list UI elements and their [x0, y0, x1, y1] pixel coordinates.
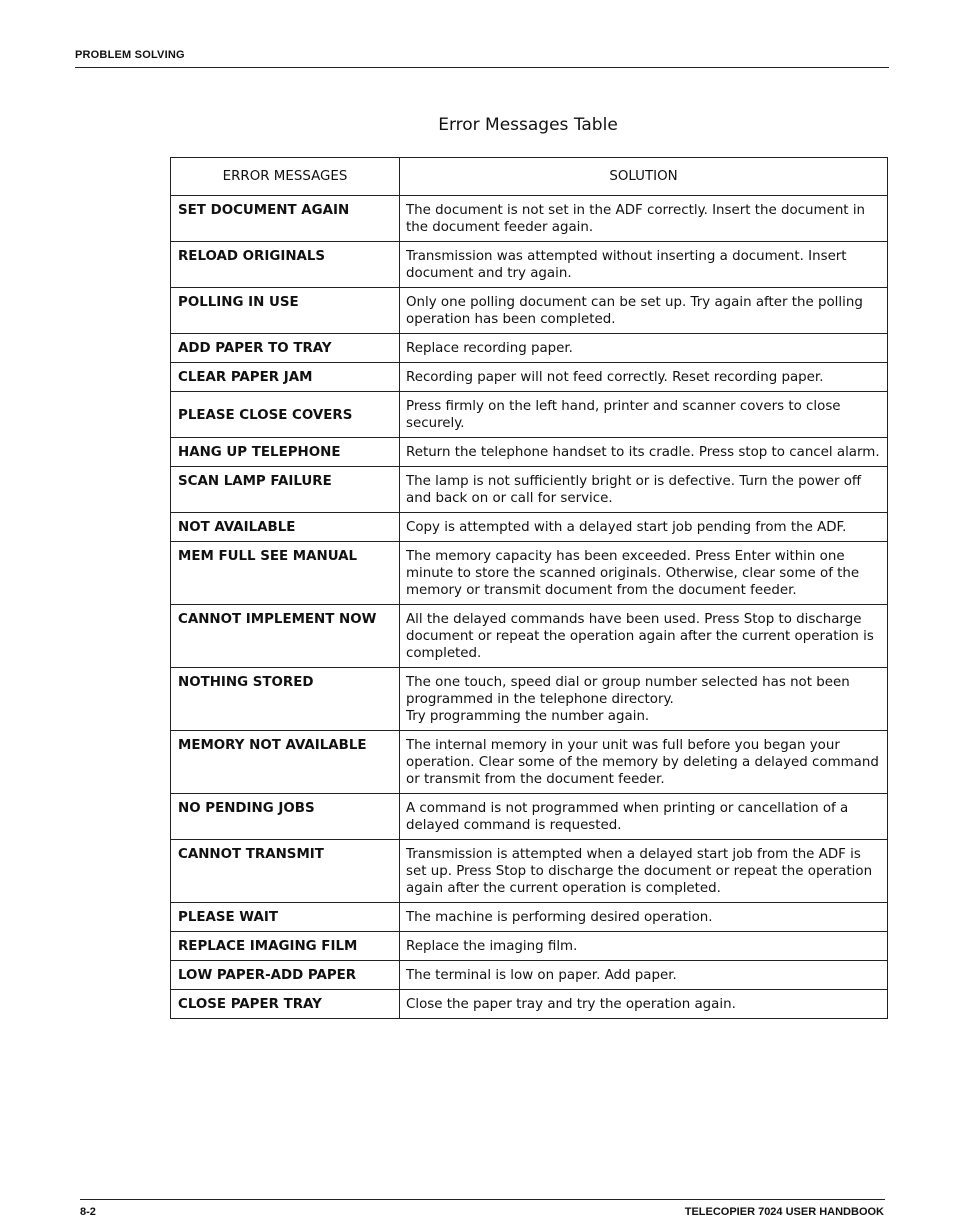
table-row	[171, 903, 888, 932]
column-header-solution: SOLUTION	[400, 158, 888, 196]
table-row	[171, 438, 888, 467]
header-divider	[75, 67, 889, 68]
section-header: PROBLEM SOLVING	[75, 49, 185, 61]
table-row	[171, 196, 888, 242]
table-row	[171, 363, 888, 392]
error-message-cell: SCAN LAMP FAILURE	[171, 467, 400, 513]
table-header-row	[171, 158, 888, 196]
solution-cell: Transmission is attempted when a delayed start job from the ADF is set up. Press Stop to discharge the document or repeat the operation again after the current operation is completed.	[400, 840, 888, 903]
solution-cell: Close the paper tray and try the operation again.	[400, 990, 888, 1019]
error-message-cell: RELOAD ORIGINALS	[171, 242, 400, 288]
table-row	[171, 840, 888, 903]
error-message-cell: MEM FULL SEE MANUAL	[171, 542, 400, 605]
solution-cell: All the delayed commands have been used. Press Stop to discharge document or repeat the operation again after the current operation is completed.	[400, 605, 888, 668]
table-row	[171, 392, 888, 438]
table-row	[171, 932, 888, 961]
error-message-cell: PLEASE WAIT	[171, 903, 400, 932]
solution-cell: The machine is performing desired operation.	[400, 903, 888, 932]
solution-cell: A command is not programmed when printing or cancellation of a delayed command is requested.	[400, 794, 888, 840]
solution-cell: The document is not set in the ADF correctly. Insert the document in the document feeder again.	[400, 196, 888, 242]
error-message-cell: ADD PAPER TO TRAY	[171, 334, 400, 363]
error-message-cell: PLEASE CLOSE COVERS	[171, 392, 400, 438]
page-number: 8-2	[80, 1206, 96, 1218]
solution-cell: Copy is attempted with a delayed start job pending from the ADF.	[400, 513, 888, 542]
error-message-cell: CLOSE PAPER TRAY	[171, 990, 400, 1019]
column-header-error-messages: ERROR MESSAGES	[171, 158, 400, 196]
error-message-cell: REPLACE IMAGING FILM	[171, 932, 400, 961]
solution-cell: The internal memory in your unit was full before you began your operation. Clear some of the memory by deleting a delayed command or transmit from the document feeder.	[400, 731, 888, 794]
solution-cell: The memory capacity has been exceeded. Press Enter within one minute to store the scanned originals. Otherwise, clear some of the memory or transmit document from the document feeder.	[400, 542, 888, 605]
solution-cell: Press firmly on the left hand, printer and scanner covers to close securely.	[400, 392, 888, 438]
table-row	[171, 794, 888, 840]
solution-cell: Recording paper will not feed correctly. Reset recording paper.	[400, 363, 888, 392]
error-message-cell: SET DOCUMENT AGAIN	[171, 196, 400, 242]
footer-divider	[80, 1199, 885, 1200]
error-message-cell: CLEAR PAPER JAM	[171, 363, 400, 392]
table-row	[171, 605, 888, 668]
solution-cell: Replace the imaging film.	[400, 932, 888, 961]
table-row	[171, 961, 888, 990]
solution-cell: The lamp is not sufficiently bright or is defective. Turn the power off and back on or call for service.	[400, 467, 888, 513]
solution-cell: Transmission was attempted without inserting a document. Insert document and try again.	[400, 242, 888, 288]
solution-cell: The terminal is low on paper. Add paper.	[400, 961, 888, 990]
table-title: Error Messages Table	[438, 115, 618, 135]
error-message-cell: LOW PAPER-ADD PAPER	[171, 961, 400, 990]
solution-cell: Only one polling document can be set up. Try again after the polling operation has been completed.	[400, 288, 888, 334]
error-message-cell: HANG UP TELEPHONE	[171, 438, 400, 467]
error-message-cell: CANNOT TRANSMIT	[171, 840, 400, 903]
error-messages-table	[170, 157, 888, 1019]
table-row	[171, 288, 888, 334]
error-message-cell: NOTHING STORED	[171, 668, 400, 731]
solution-cell: Return the telephone handset to its cradle. Press stop to cancel alarm.	[400, 438, 888, 467]
table-row	[171, 334, 888, 363]
table-row	[171, 242, 888, 288]
solution-cell: The one touch, speed dial or group number selected has not been programmed in the telephone directory. Try programming the number again.	[400, 668, 888, 731]
table-row	[171, 467, 888, 513]
error-message-cell: CANNOT IMPLEMENT NOW	[171, 605, 400, 668]
error-message-cell: NO PENDING JOBS	[171, 794, 400, 840]
table-row	[171, 668, 888, 731]
handbook-title: TELECOPIER 7024 USER HANDBOOK	[684, 1206, 884, 1218]
table-row	[171, 990, 888, 1019]
error-message-cell: NOT AVAILABLE	[171, 513, 400, 542]
table-row	[171, 731, 888, 794]
table-row	[171, 513, 888, 542]
error-message-cell: MEMORY NOT AVAILABLE	[171, 731, 400, 794]
solution-cell: Replace recording paper.	[400, 334, 888, 363]
error-message-cell: POLLING IN USE	[171, 288, 400, 334]
table-row	[171, 542, 888, 605]
